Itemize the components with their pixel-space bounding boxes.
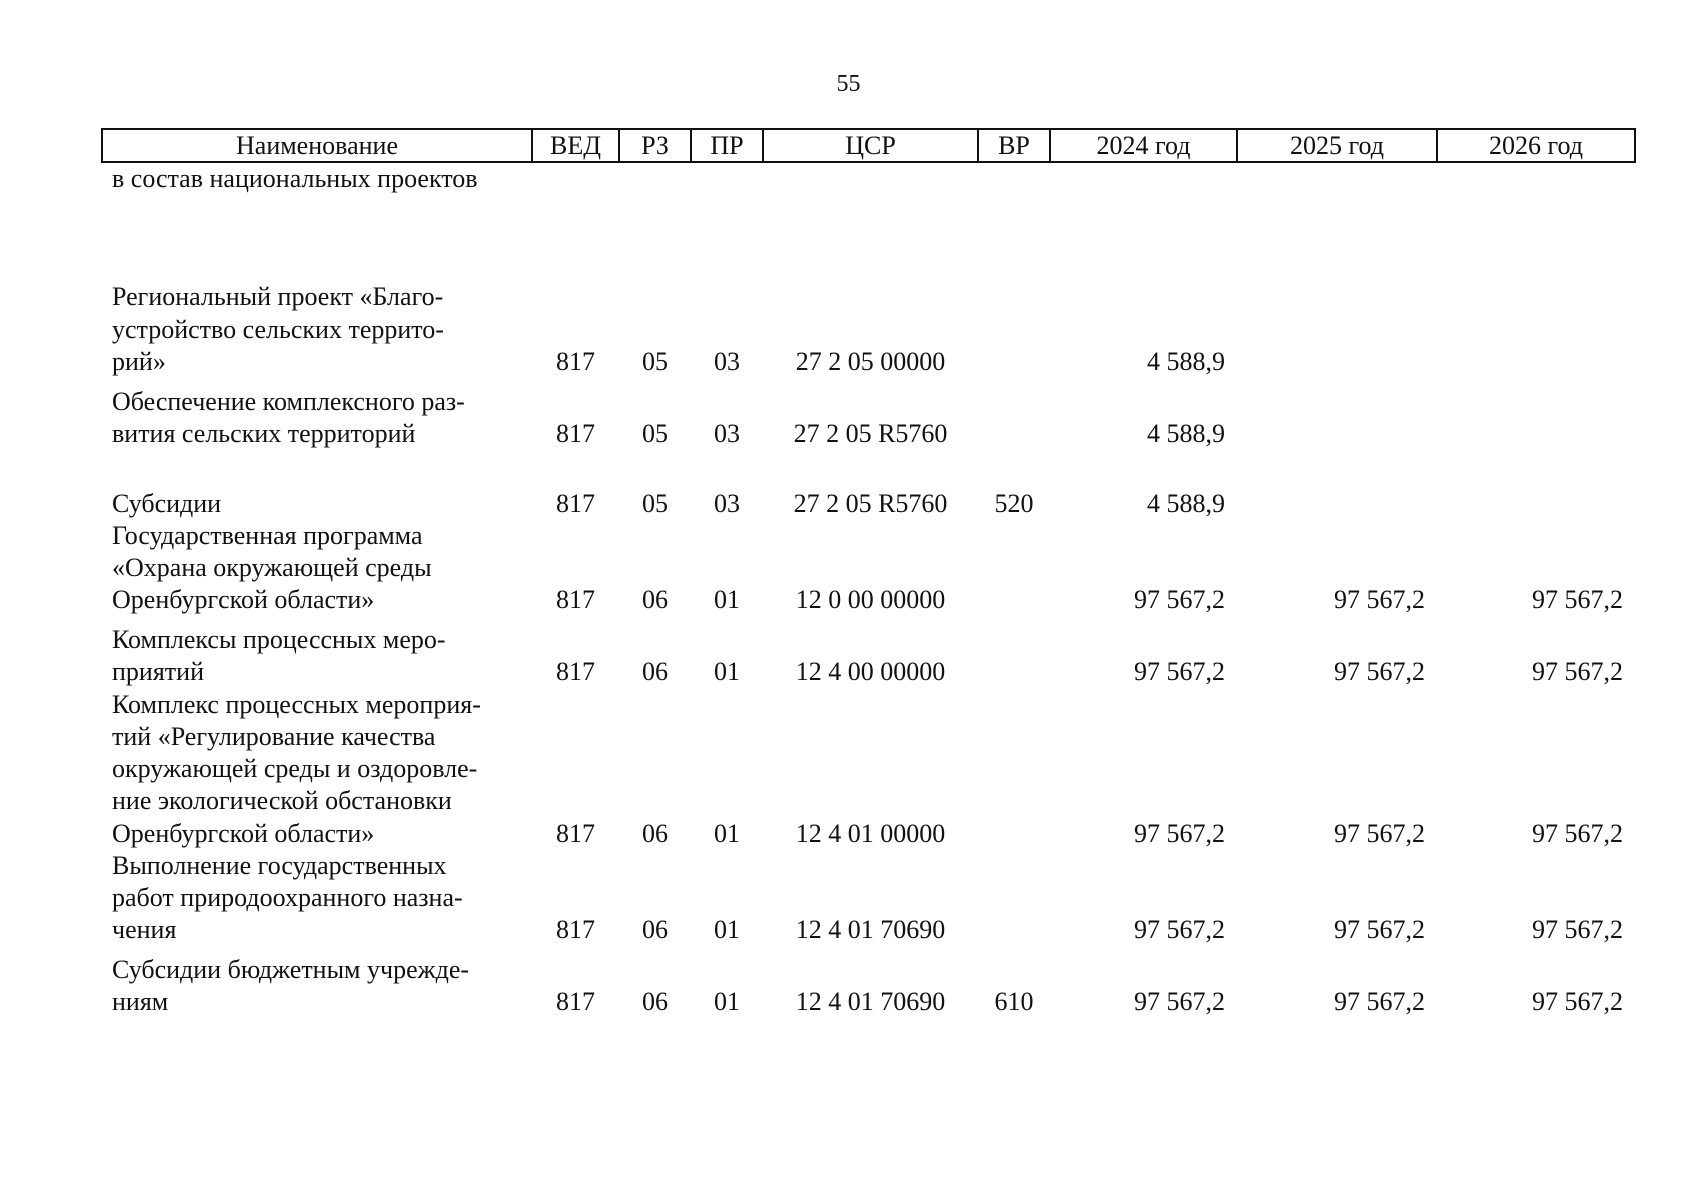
row-name xyxy=(102,450,532,520)
cell-pr: 01 xyxy=(714,585,740,615)
table-row xyxy=(102,947,1635,1019)
header-vr: ВР xyxy=(978,129,1050,162)
cell-rz xyxy=(619,162,691,278)
table-row xyxy=(102,850,1635,947)
cell-ved: 817 xyxy=(556,585,595,615)
cell-y2025: 97 567,2 xyxy=(1334,818,1425,848)
cell-y2026 xyxy=(1437,450,1635,520)
header-pr: ПР xyxy=(691,129,763,162)
cell-vr xyxy=(978,378,1050,450)
cell-vr: 610 xyxy=(994,987,1034,1017)
row-name xyxy=(102,520,532,617)
row-name-line: приятий xyxy=(112,657,204,687)
row-name-line: Комплексы процессных меро- xyxy=(112,625,446,655)
cell-vr: 520 xyxy=(994,488,1034,518)
cell-vr xyxy=(978,850,1050,947)
cell-y2024 xyxy=(1050,162,1237,278)
header-rz: РЗ xyxy=(619,129,691,162)
row-name-line: работ природоохранного назна- xyxy=(112,883,463,913)
row-name xyxy=(102,617,532,689)
cell-pr: 03 xyxy=(714,488,740,518)
cell-y2026: 97 567,2 xyxy=(1532,987,1623,1017)
cell-y2025 xyxy=(1237,162,1437,278)
row-name-line: в состав национальных проектов xyxy=(112,164,478,193)
table-row xyxy=(102,278,1635,378)
row-name-line: Обеспечение комплексного раз- xyxy=(112,386,465,416)
cell-csr: 27 2 05 R5760 xyxy=(793,418,948,448)
cell-y2024: 97 567,2 xyxy=(1134,915,1225,945)
table-row xyxy=(102,689,1635,850)
cell-y2026 xyxy=(1437,162,1635,278)
header-csr: ЦСР xyxy=(763,129,978,162)
table-row xyxy=(102,162,1635,278)
cell-vr xyxy=(978,162,1050,278)
cell-y2026: 97 567,2 xyxy=(1532,915,1623,945)
cell-y2024: 97 567,2 xyxy=(1134,657,1225,687)
cell-pr: 01 xyxy=(714,987,740,1017)
row-name-line: Субсидии бюджетным учрежде- xyxy=(112,955,470,985)
cell-y2026 xyxy=(1437,278,1635,378)
cell-csr: 12 4 01 70690 xyxy=(795,987,946,1017)
table-header-row xyxy=(102,129,1635,162)
page-number: 55 xyxy=(836,71,861,97)
cell-rz: 06 xyxy=(642,915,668,945)
cell-pr: 03 xyxy=(714,418,740,448)
cell-y2025: 97 567,2 xyxy=(1334,987,1425,1017)
row-name-line: Оренбургской области» xyxy=(112,818,375,848)
cell-ved xyxy=(532,162,619,278)
row-name-line: «Охрана окружающей среды xyxy=(112,553,432,583)
cell-y2026 xyxy=(1437,378,1635,450)
cell-csr: 27 2 05 00000 xyxy=(795,346,946,376)
table-body xyxy=(102,162,1635,1019)
header-2025: 2025 год xyxy=(1237,129,1437,162)
cell-rz: 05 xyxy=(642,418,668,448)
cell-rz: 06 xyxy=(642,585,668,615)
cell-y2024: 4 588,9 xyxy=(1147,488,1225,518)
row-name xyxy=(102,378,532,450)
row-name-line: Выполнение государственных xyxy=(112,850,447,880)
cell-y2025: 97 567,2 xyxy=(1334,915,1425,945)
header-ved: ВЕД xyxy=(532,129,619,162)
row-name-line: Оренбургской области» xyxy=(112,585,375,615)
row-name xyxy=(102,278,532,378)
cell-rz: 05 xyxy=(642,488,668,518)
cell-csr: 27 2 05 R5760 xyxy=(793,488,948,518)
cell-csr: 12 4 01 70690 xyxy=(795,915,946,945)
cell-ved: 817 xyxy=(556,657,595,687)
row-name-line: чения xyxy=(112,915,177,945)
row-name-line: окружающей среды и оздоровле- xyxy=(112,754,478,784)
row-name xyxy=(102,162,532,278)
cell-y2024: 97 567,2 xyxy=(1134,987,1225,1017)
row-name-line: тий «Регулирование качества xyxy=(112,721,436,751)
cell-y2026: 97 567,2 xyxy=(1532,585,1623,615)
cell-ved: 817 xyxy=(556,987,595,1017)
cell-csr xyxy=(763,162,978,278)
cell-y2025 xyxy=(1237,278,1437,378)
cell-y2025 xyxy=(1237,450,1437,520)
row-name-line: ниям xyxy=(112,987,169,1017)
row-name-line: устройство сельских террито- xyxy=(112,314,444,344)
row-name-line: вития сельских территорий xyxy=(112,418,416,448)
cell-vr xyxy=(978,689,1050,850)
row-name-line: Региональный проект «Благо- xyxy=(112,282,444,312)
header-2026: 2026 год xyxy=(1437,129,1635,162)
row-name-line: ние экологической обстановки xyxy=(112,786,452,816)
cell-y2026: 97 567,2 xyxy=(1532,657,1623,687)
cell-rz: 06 xyxy=(642,657,668,687)
cell-rz: 06 xyxy=(642,987,668,1017)
cell-ved: 817 xyxy=(556,488,595,518)
cell-csr: 12 4 01 00000 xyxy=(795,818,946,848)
row-name-line: Комплекс процессных мероприя- xyxy=(112,689,481,719)
cell-rz: 06 xyxy=(642,818,668,848)
cell-vr xyxy=(978,278,1050,378)
row-name-line: Субсидии xyxy=(112,488,222,518)
cell-y2024: 97 567,2 xyxy=(1134,585,1225,615)
row-name xyxy=(102,947,532,1019)
cell-y2024: 97 567,2 xyxy=(1134,818,1225,848)
table-row xyxy=(102,378,1635,450)
cell-csr: 12 0 00 00000 xyxy=(795,585,946,615)
cell-pr: 01 xyxy=(714,657,740,687)
cell-y2025 xyxy=(1237,378,1437,450)
header-2024: 2024 год xyxy=(1050,129,1237,162)
cell-ved: 817 xyxy=(556,818,595,848)
cell-csr: 12 4 00 00000 xyxy=(795,657,946,687)
cell-pr: 01 xyxy=(714,915,740,945)
cell-pr xyxy=(691,162,763,278)
cell-ved: 817 xyxy=(556,915,595,945)
cell-vr xyxy=(978,617,1050,689)
table-row xyxy=(102,520,1635,617)
cell-pr: 03 xyxy=(714,346,740,376)
header-name: Наименование xyxy=(102,129,532,162)
cell-y2024: 4 588,9 xyxy=(1147,418,1225,448)
row-name-line: рий» xyxy=(112,346,166,376)
cell-y2025: 97 567,2 xyxy=(1334,585,1425,615)
cell-y2024: 4 588,9 xyxy=(1147,346,1225,376)
cell-pr: 01 xyxy=(714,818,740,848)
cell-ved: 817 xyxy=(556,418,595,448)
cell-y2026: 97 567,2 xyxy=(1532,818,1623,848)
budget-table xyxy=(101,128,1636,1019)
table-row xyxy=(102,617,1635,689)
cell-vr xyxy=(978,520,1050,617)
cell-ved: 817 xyxy=(556,346,595,376)
row-name xyxy=(102,850,532,947)
cell-y2025: 97 567,2 xyxy=(1334,657,1425,687)
table-row xyxy=(102,450,1635,520)
row-name-line: Государственная программа xyxy=(112,521,423,550)
row-name xyxy=(102,689,532,850)
cell-rz: 05 xyxy=(642,346,668,376)
